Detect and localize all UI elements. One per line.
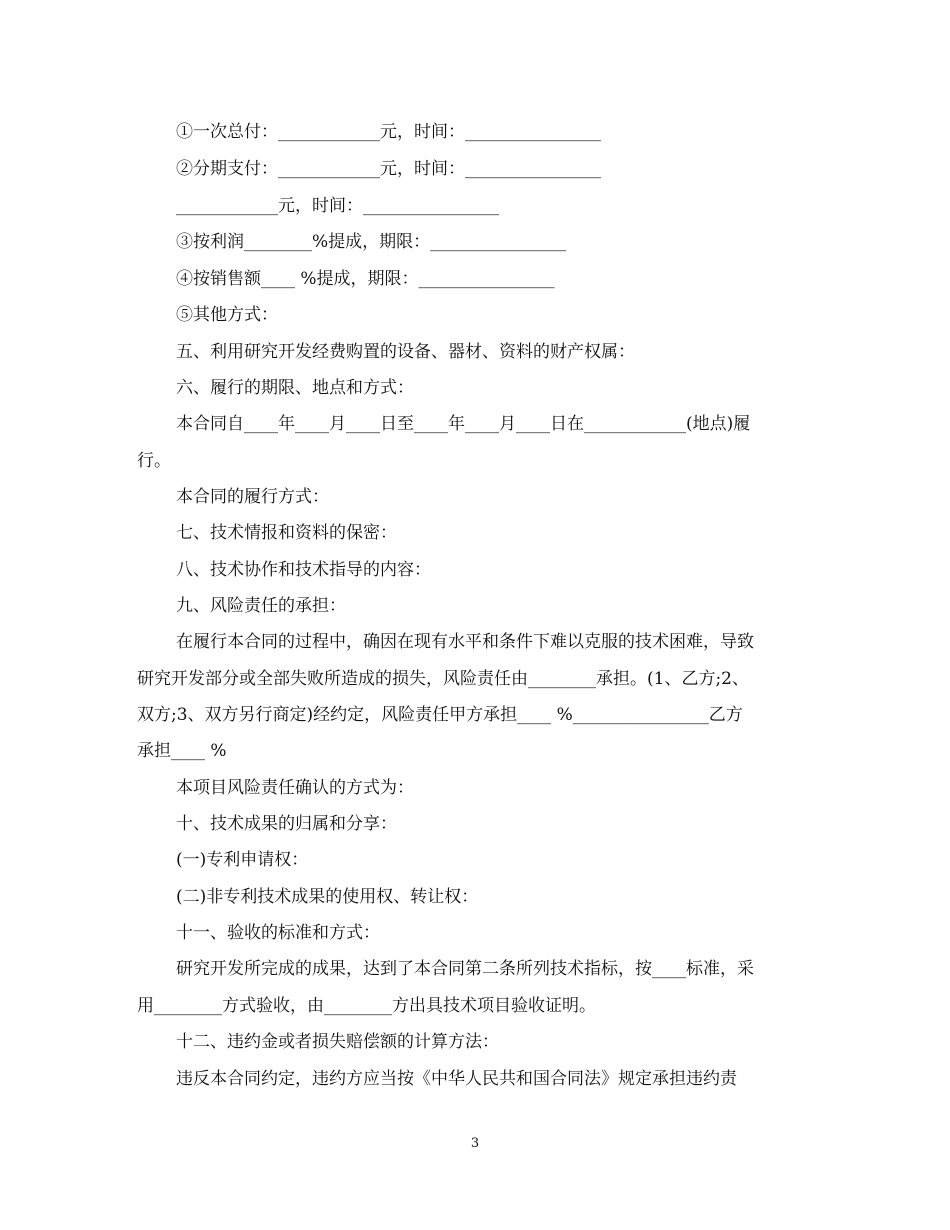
risk-paragraph-line-3: 双方;3、双方另行商定)经约定，风险责任甲方承担____ %________________乙方 xyxy=(137,705,743,725)
performance-period-continued-line: 行。 xyxy=(137,451,171,471)
payment-sales-share-line: ④按销售额____ %提成，期限：________________ xyxy=(176,269,555,289)
payment-profit-share-line: ③按利润________%提成，期限：________________ xyxy=(176,232,567,252)
section-seven-heading: 七、技术情报和资料的保密： xyxy=(176,523,397,543)
risk-paragraph-line-2: 研究开发部分或全部失败所造成的损失，风险责任由________承担。(1、乙方;2、 xyxy=(137,669,749,689)
acceptance-paragraph-line-1: 研究开发所完成的成果，达到了本合同第二条所列技术指标，按____标准，采 xyxy=(176,959,754,979)
payment-other-line: ⑤其他方式： xyxy=(176,305,278,325)
section-twelve-heading: 十二、违约金或者损失赔偿额的计算方法： xyxy=(176,1032,499,1052)
breach-paragraph-line-1: 违反本合同约定，违约方应当按《中华人民共和国合同法》规定承担违约责 xyxy=(176,1069,737,1089)
risk-paragraph-line-4: 承担____ % xyxy=(137,741,227,761)
section-five-heading: 五、利用研究开发经费购置的设备、器材、资料的财产权属： xyxy=(176,342,635,362)
page-number: 3 xyxy=(470,1136,480,1151)
payment-installment-continued-line: ____________元，时间：________________ xyxy=(176,196,499,216)
section-ten-heading: 十、技术成果的归属和分享： xyxy=(176,814,397,834)
performance-method-line: 本合同的履行方式： xyxy=(176,487,329,507)
section-six-heading: 六、履行的期限、地点和方式： xyxy=(176,378,414,398)
patent-right-line: (一)专利申请权： xyxy=(176,850,309,870)
section-eleven-heading: 十一、验收的标准和方式： xyxy=(176,923,380,943)
risk-confirmation-line: 本项目风险责任确认的方式为： xyxy=(176,778,414,798)
payment-installment-line: ②分期支付：____________元，时间：________________ xyxy=(176,159,601,179)
risk-paragraph-line-1: 在履行本合同的过程中，确因在现有水平和条件下难以克服的技术困难，导致 xyxy=(176,632,754,652)
section-eight-heading: 八、技术协作和技术指导的内容： xyxy=(176,560,431,580)
section-nine-heading: 九、风险责任的承担： xyxy=(176,596,346,616)
acceptance-paragraph-line-2: 用________方式验收，由________方出具技术项目验收证明。 xyxy=(137,996,596,1016)
payment-lump-sum-line: ①一次总付：____________元，时间：________________ xyxy=(176,122,601,142)
non-patent-right-line: (二)非专利技术成果的使用权、转让权： xyxy=(176,887,479,907)
performance-period-line: 本合同自____年____月____日至____年____月____日在____________(地点)履 xyxy=(176,414,751,434)
